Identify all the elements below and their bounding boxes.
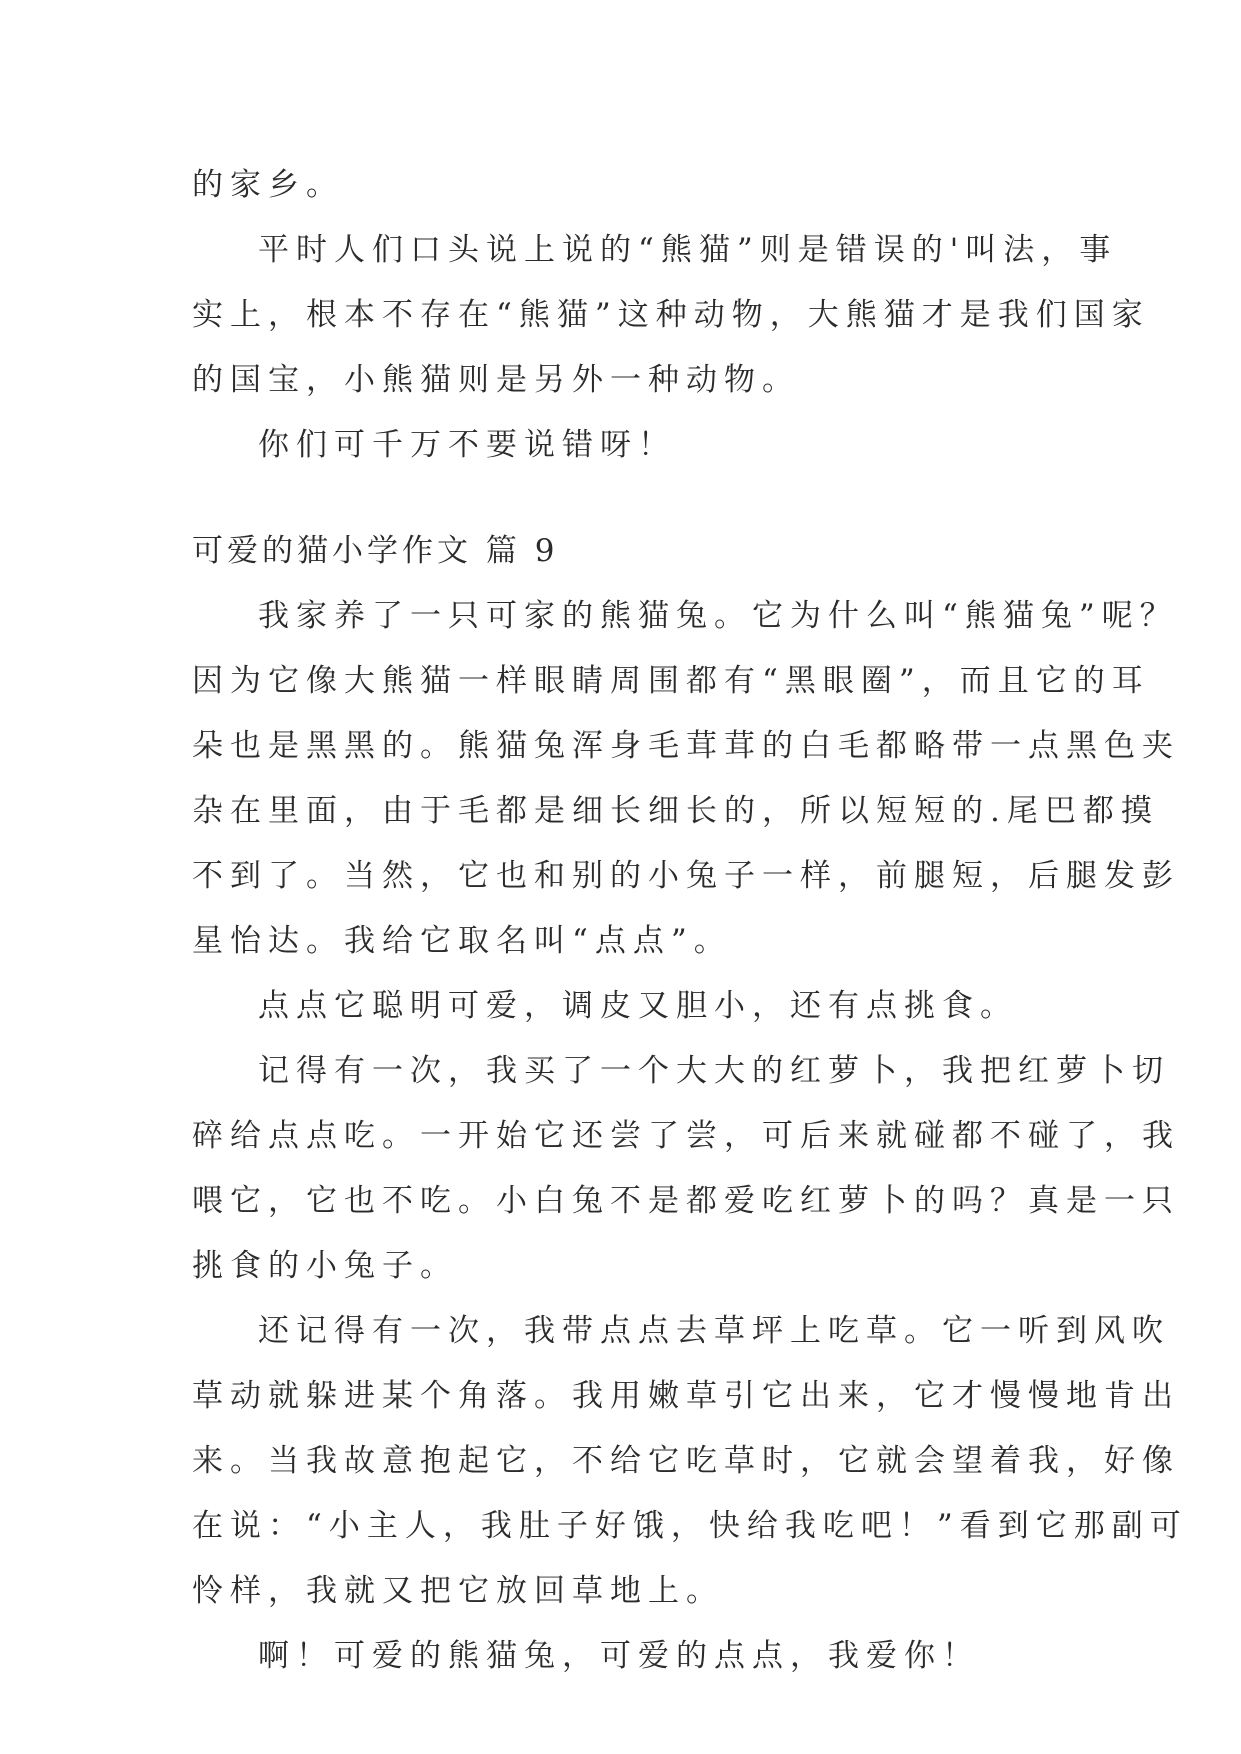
paragraph-start-line: 啊！可爱的熊猫兔，可爱的点点，我爱你！ (258, 1638, 980, 1674)
text-line: 挑食的小兔子。 (192, 1248, 458, 1284)
text-line: 实上，根本不存在“熊猫”这种动物，大熊猫才是我们国家 (192, 297, 1150, 333)
text-line: 怜样，我就又把它放回草地上。 (192, 1573, 724, 1609)
text-line: 朵也是黑黑的。熊猫兔浑身毛茸茸的白毛都略带一点黑色夹 (192, 728, 1180, 764)
text-line: 喂它，它也不吃。小白兔不是都爱吃红萝卜的吗？真是一只 (192, 1183, 1180, 1219)
paragraph-start-line: 还记得有一次，我带点点去草坪上吃草。它一听到风吹 (258, 1313, 1170, 1349)
text-line: 不到了。当然，它也和别的小兔子一样，前腿短，后腿发彭 (192, 858, 1180, 894)
paragraph-start-line: 你们可千万不要说错呀！ (258, 427, 676, 463)
text-line: 的家乡。 (192, 167, 344, 203)
text-line: 的国宝，小熊猫则是另外一种动物。 (192, 362, 800, 398)
text-line: 因为它像大熊猫一样眼睛周围都有“黑眼圈”，而且它的耳 (192, 663, 1150, 699)
text-line: 草动就躲进某个角落。我用嫩草引它出来，它才慢慢地肯出 (192, 1378, 1180, 1414)
text-line: 在说：“小主人，我肚子好饿，快给我吃吧！”看到它那副可 (192, 1508, 1188, 1544)
text-line: 杂在里面，由于毛都是细长细长的，所以短短的.尾巴都摸 (192, 793, 1159, 829)
paragraph-start-line: 我家养了一只可家的熊猫兔。它为什么叫“熊猫兔”呢？ (258, 598, 1178, 634)
text-line: 星怡达。我给它取名叫“点点”。 (192, 923, 732, 959)
paragraph-start-line: 平时人们口头说上说的“熊猫”则是错误的'叫法，事 (258, 232, 1118, 268)
section-heading: 可爱的猫小学作文 篇 9 (192, 533, 559, 569)
paragraph-start-line: 记得有一次，我买了一个大大的红萝卜，我把红萝卜切 (258, 1053, 1170, 1089)
text-line: 碎给点点吃。一开始它还尝了尝，可后来就碰都不碰了，我 (192, 1118, 1180, 1154)
paragraph-start-line: 点点它聪明可爱，调皮又胆小，还有点挑食。 (258, 988, 1018, 1024)
text-line: 来。当我故意抱起它，不给它吃草时，它就会望着我，好像 (192, 1443, 1180, 1479)
